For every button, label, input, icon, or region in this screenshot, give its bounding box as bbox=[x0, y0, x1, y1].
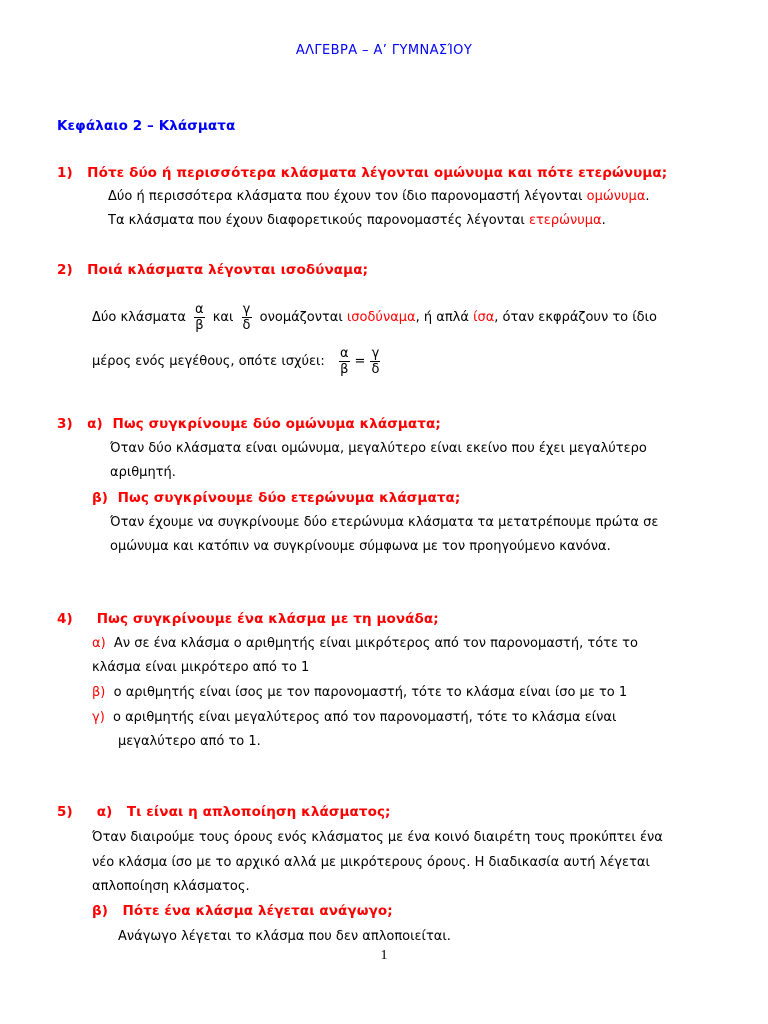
answer-4a-line-1 bbox=[92, 636, 638, 651]
question-3b-heading bbox=[92, 490, 460, 506]
fraction-alpha-beta bbox=[194, 302, 205, 333]
answer-4c-line-2: μεγαλύτερο από το 1. bbox=[118, 734, 261, 749]
page-number: 1 bbox=[380, 948, 388, 963]
sub-question-label: α) bbox=[92, 636, 106, 651]
question-1-heading bbox=[57, 165, 667, 181]
document-title: ΑΛΓΕΒΡΑ – Α’ ΓΥΜΝΑΣΊΟΥ bbox=[295, 43, 473, 58]
answer-text: ονομάζονται bbox=[259, 310, 347, 325]
answer-5a-line-1: Όταν διαιρούμε τους όρους ενός κλάσματος με ένα κοινό διαιρέτη τους προκύπτει ένα bbox=[92, 830, 663, 845]
answer-4c-line-1 bbox=[92, 710, 616, 725]
chapter-heading: Κεφάλαιο 2 – Κλάσματα bbox=[57, 118, 236, 134]
fraction-gamma-delta bbox=[370, 346, 380, 377]
question-text: Πως συγκρίνουμε δύο ομώνυμα κλάσματα; bbox=[112, 416, 441, 432]
question-text: Ποιά κλάσματα λέγονται ισοδύναμα; bbox=[87, 262, 369, 278]
term-highlight: ισοδύναμα bbox=[346, 310, 416, 325]
answer-text: Δύο κλάσματα bbox=[92, 310, 186, 325]
answer-text: Δύο ή περισσότερα κλάσματα που έχουν τον ίδιο παρονομαστή λέγονται bbox=[108, 189, 587, 204]
answer-1-line-2 bbox=[108, 213, 606, 228]
fraction-gamma-delta bbox=[242, 302, 252, 333]
sub-question-label: γ) bbox=[92, 710, 105, 725]
question-text: Πως συγκρίνουμε ένα κλάσμα με τη μονάδα; bbox=[96, 611, 439, 627]
answer-3b-line-2: ομώνυμα και κατόπιν να συγκρίνουμε σύμφωνα με τον προηγούμενο κανόνα. bbox=[110, 539, 611, 554]
question-text: Πως συγκρίνουμε δύο ετερώνυμα κλάσματα; bbox=[117, 490, 461, 506]
answer-text: Τα κλάσματα που έχουν διαφορετικούς παρονομαστές λέγονται bbox=[108, 213, 529, 228]
question-number: 2) bbox=[57, 262, 73, 278]
question-5a-heading bbox=[57, 804, 391, 820]
question-text: Τι είναι η απλοποίηση κλάσματος; bbox=[126, 804, 391, 820]
answer-text: ο αριθμητής είναι μεγαλύτερος από τον παρονομαστή, τότε το κλάσμα είναι bbox=[113, 710, 617, 725]
answer-1-line-1 bbox=[108, 189, 650, 204]
answer-5b-line-1: Ανάγωγο λέγεται το κλάσμα που δεν απλοποιείται. bbox=[118, 929, 451, 944]
answer-2-line-2 bbox=[92, 346, 384, 377]
punctuation: . bbox=[601, 213, 606, 228]
sub-question-label: α) bbox=[87, 416, 103, 432]
fraction-numerator: γ bbox=[242, 302, 251, 317]
answer-text: , ή απλά bbox=[415, 310, 474, 325]
fraction-denominator: β bbox=[195, 318, 204, 333]
equals-sign: = bbox=[354, 354, 366, 369]
sub-question-label: α) bbox=[96, 804, 113, 820]
answer-text: ο αριθμητής είναι ίσος με τον παρονομαστή, τότε το κλάσμα είναι ίσο με το 1 bbox=[113, 685, 628, 700]
answer-5a-line-3: απλοποίηση κλάσματος. bbox=[92, 879, 250, 894]
sub-question-label: β) bbox=[92, 490, 109, 506]
answer-2-line-1 bbox=[92, 302, 657, 333]
answer-4b-line-1 bbox=[92, 685, 627, 700]
fraction-numerator: α bbox=[195, 302, 204, 317]
answer-text: και bbox=[212, 310, 234, 325]
term-highlight: ομώνυμα bbox=[586, 189, 646, 204]
question-4-heading bbox=[57, 611, 439, 627]
question-5b-heading bbox=[92, 903, 393, 919]
answer-3a-line-2: αριθμητή. bbox=[110, 465, 176, 480]
fraction-denominator: β bbox=[340, 362, 349, 377]
question-number: 1) bbox=[57, 165, 73, 181]
question-2-heading bbox=[57, 262, 368, 278]
fraction-alpha-beta bbox=[339, 346, 350, 377]
fraction-denominator: δ bbox=[242, 318, 251, 333]
fraction-denominator: δ bbox=[371, 362, 380, 377]
answer-text: , όταν εκφράζουν το ίδιο bbox=[494, 310, 657, 325]
question-number: 4) bbox=[57, 611, 73, 627]
answer-text: Αν σε ένα κλάσμα ο αριθμητής είναι μικρότερος από τον παρονομαστή, τότε το bbox=[113, 636, 638, 651]
question-3a-heading bbox=[57, 416, 441, 432]
question-text: Πότε δύο ή περισσότερα κλάσματα λέγονται ομώνυμα και πότε ετερώνυμα; bbox=[87, 165, 668, 181]
question-number: 3) bbox=[57, 416, 73, 432]
punctuation: . bbox=[645, 189, 650, 204]
answer-5a-line-2: νέο κλάσμα ίσο με το αρχικό αλλά με μικρότερους όρους. Η διαδικασία αυτή λέγεται bbox=[92, 855, 650, 870]
answer-3a-line-1: Όταν δύο κλάσματα είναι ομώνυμα, μεγαλύτερο είναι εκείνο που έχει μεγαλύτερο bbox=[110, 441, 647, 456]
answer-4a-line-2: κλάσμα είναι μικρότερο από το 1 bbox=[92, 660, 310, 675]
sub-question-label: β) bbox=[92, 903, 109, 919]
answer-text: μέρος ενός μεγέθους, οπότε ισχύει: bbox=[92, 354, 325, 369]
term-highlight: ετερώνυμα bbox=[528, 213, 602, 228]
answer-3b-line-1: Όταν έχουμε να συγκρίνουμε δύο ετερώνυμα κλάσματα τα μετατρέπουμε πρώτα σε bbox=[110, 515, 659, 530]
term-highlight: ίσα bbox=[473, 310, 495, 325]
fraction-numerator: α bbox=[339, 346, 349, 361]
fraction-numerator: γ bbox=[371, 346, 380, 361]
sub-question-label: β) bbox=[92, 685, 106, 700]
question-number: 5) bbox=[57, 804, 73, 820]
question-text: Πότε ένα κλάσμα λέγεται ανάγωγο; bbox=[122, 903, 393, 919]
